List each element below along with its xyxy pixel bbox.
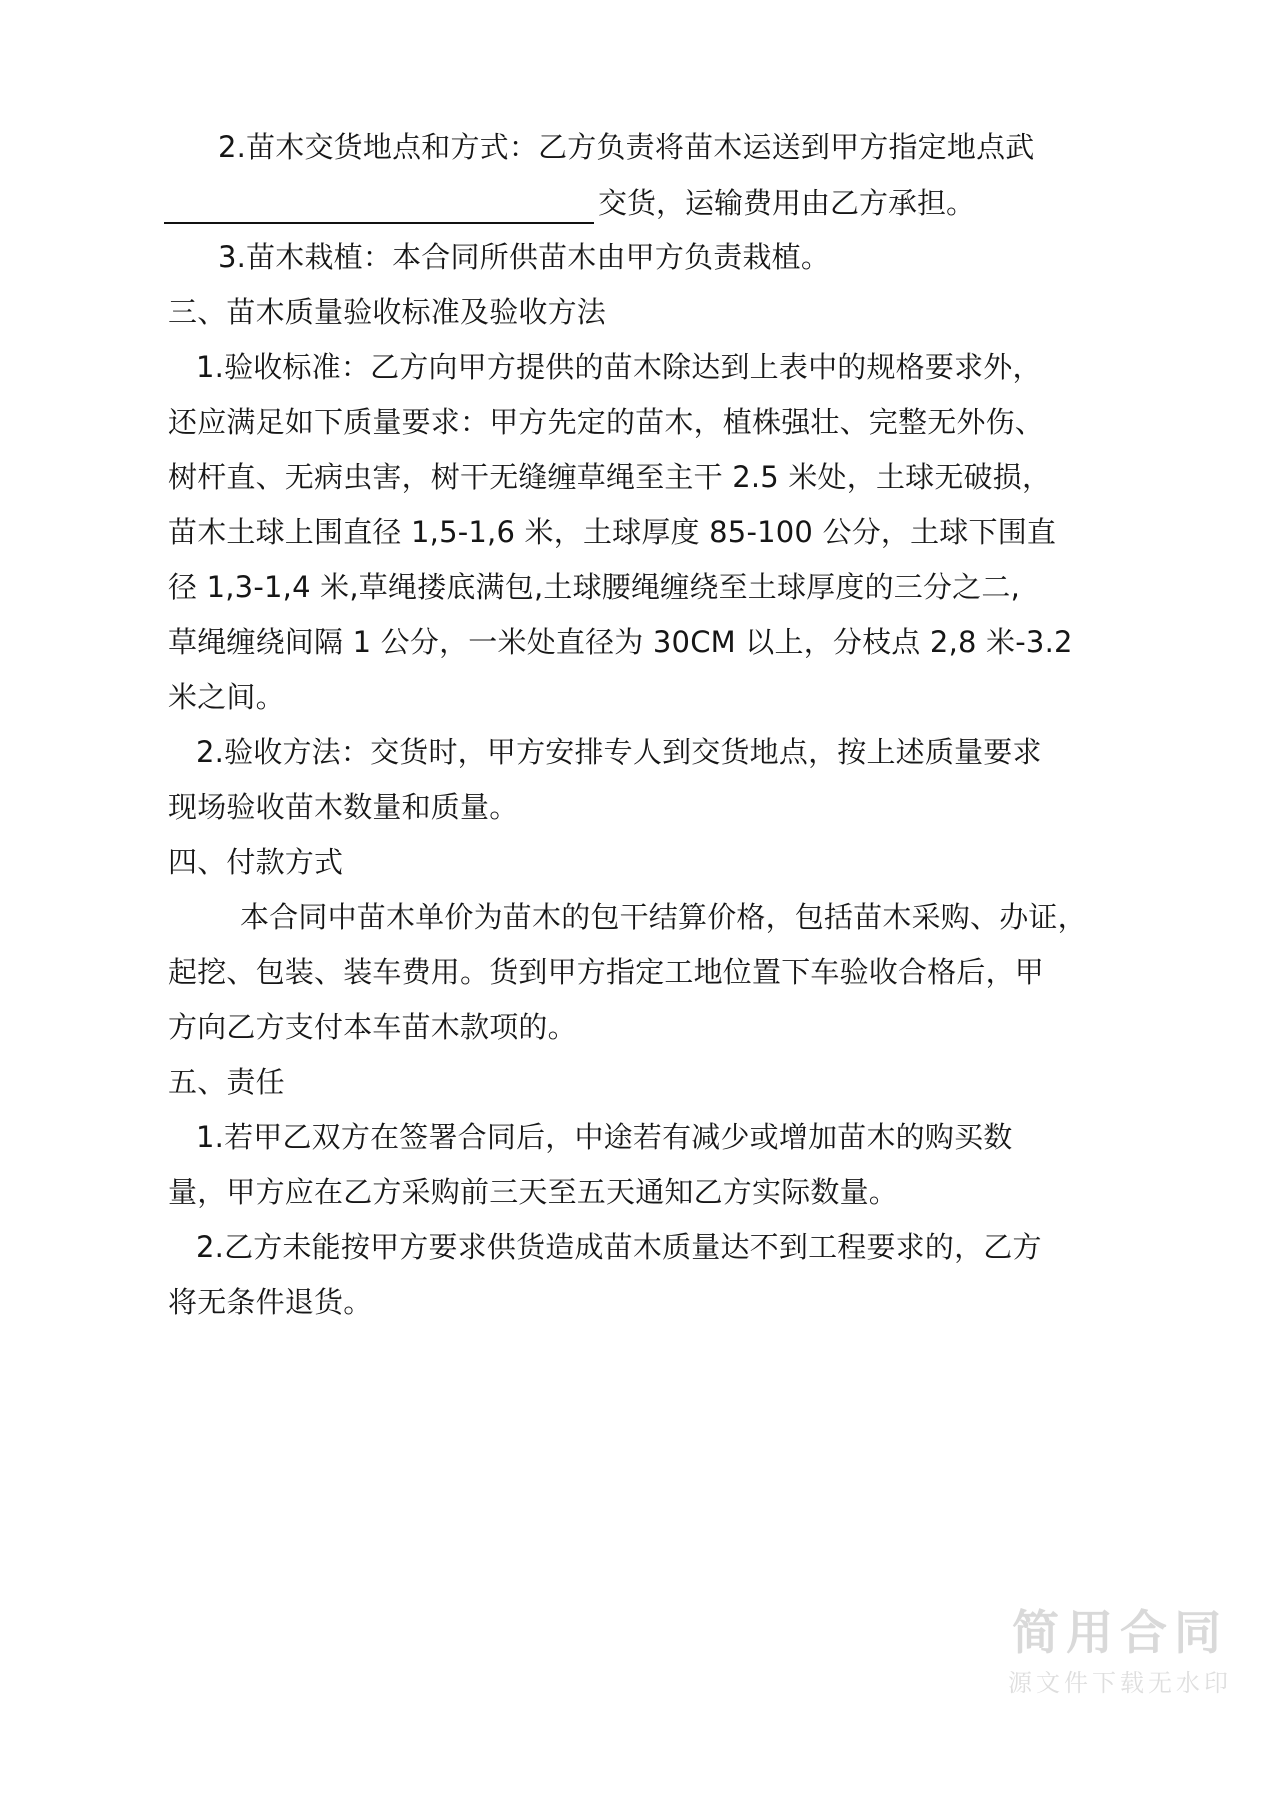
watermark-subtitle-text: 源文件下载无水印	[1008, 1669, 1232, 1697]
heading-section-three: 三、苗木质量验收标准及验收方法	[168, 295, 607, 329]
heading-section-four: 四、付款方式	[168, 845, 344, 879]
heading-section-five: 五、责任	[168, 1065, 285, 1099]
paragraph-acceptance-standard-line-1: 1.验收标准：乙方向甲方提供的苗木除达到上表中的规格要求外，	[196, 350, 1042, 384]
paragraph-acceptance-standard-line-7: 米之间。	[168, 680, 285, 714]
watermark-brand-text: 简用合同	[1012, 1606, 1228, 1661]
paragraph-liability-2-line-2: 将无条件退货。	[168, 1285, 373, 1319]
paragraph-payment-line-1: 本合同中苗木单价为苗木的包干结算价格，包括苗木采购、办证，	[240, 900, 1087, 934]
paragraph-delivery-place: 2.苗木交货地点和方式：乙方负责将苗木运送到甲方指定地点武	[218, 130, 1035, 164]
paragraph-acceptance-method-line-2: 现场验收苗木数量和质量。	[168, 790, 519, 824]
watermark	[1008, 1606, 1232, 1700]
paragraph-liability-1-line-2: 量，甲方应在乙方采购前三天至五天通知乙方实际数量。	[168, 1175, 899, 1209]
paragraph-payment-line-3: 方向乙方支付本车苗木款项的。	[168, 1010, 577, 1044]
paragraph-acceptance-standard-line-6: 草绳缠绕间隔 1 公分，一米处直径为 30CM 以上，分枝点 2,8 米-3.2	[168, 625, 1073, 659]
fill-in-blank-underline[interactable]	[164, 222, 594, 224]
paragraph-acceptance-standard-line-5: 径 1,3-1,4 米,草绳搂底满包,土球腰绳缠绕至土球厚度的三分之二,	[168, 570, 1020, 604]
paragraph-acceptance-standard-line-3: 树杆直、无病虫害，树干无缝缠草绳至主干 2.5 米处，土球无破损，	[168, 460, 1052, 494]
paragraph-acceptance-standard-line-4: 苗木土球上围直径 1,5-1,6 米，土球厚度 85-100 公分，土球下围直	[168, 515, 1057, 549]
paragraph-acceptance-method-line-1: 2.验收方法：交货时，甲方安排专人到交货地点，按上述质量要求	[196, 735, 1042, 769]
paragraph-payment-line-2: 起挖、包装、装车费用。货到甲方指定工地位置下车验收合格后，甲	[168, 955, 1045, 989]
fill-in-blank-trailing-text: 交货，运输费用由乙方承担。	[598, 186, 976, 220]
fill-in-blank-row	[168, 175, 1118, 230]
paragraph-acceptance-standard-line-2: 还应满足如下质量要求：甲方先定的苗木，植株强壮、完整无外伤、	[168, 405, 1045, 439]
paragraph-planting: 3.苗木栽植：本合同所供苗木由甲方负责栽植。	[218, 240, 831, 274]
paragraph-liability-1-line-1: 1.若甲乙双方在签署合同后，中途若有减少或增加苗木的购买数	[196, 1120, 1013, 1154]
document-body	[168, 120, 1118, 1330]
paragraph-liability-2-line-1: 2.乙方未能按甲方要求供货造成苗木质量达不到工程要求的，乙方	[196, 1230, 1042, 1264]
